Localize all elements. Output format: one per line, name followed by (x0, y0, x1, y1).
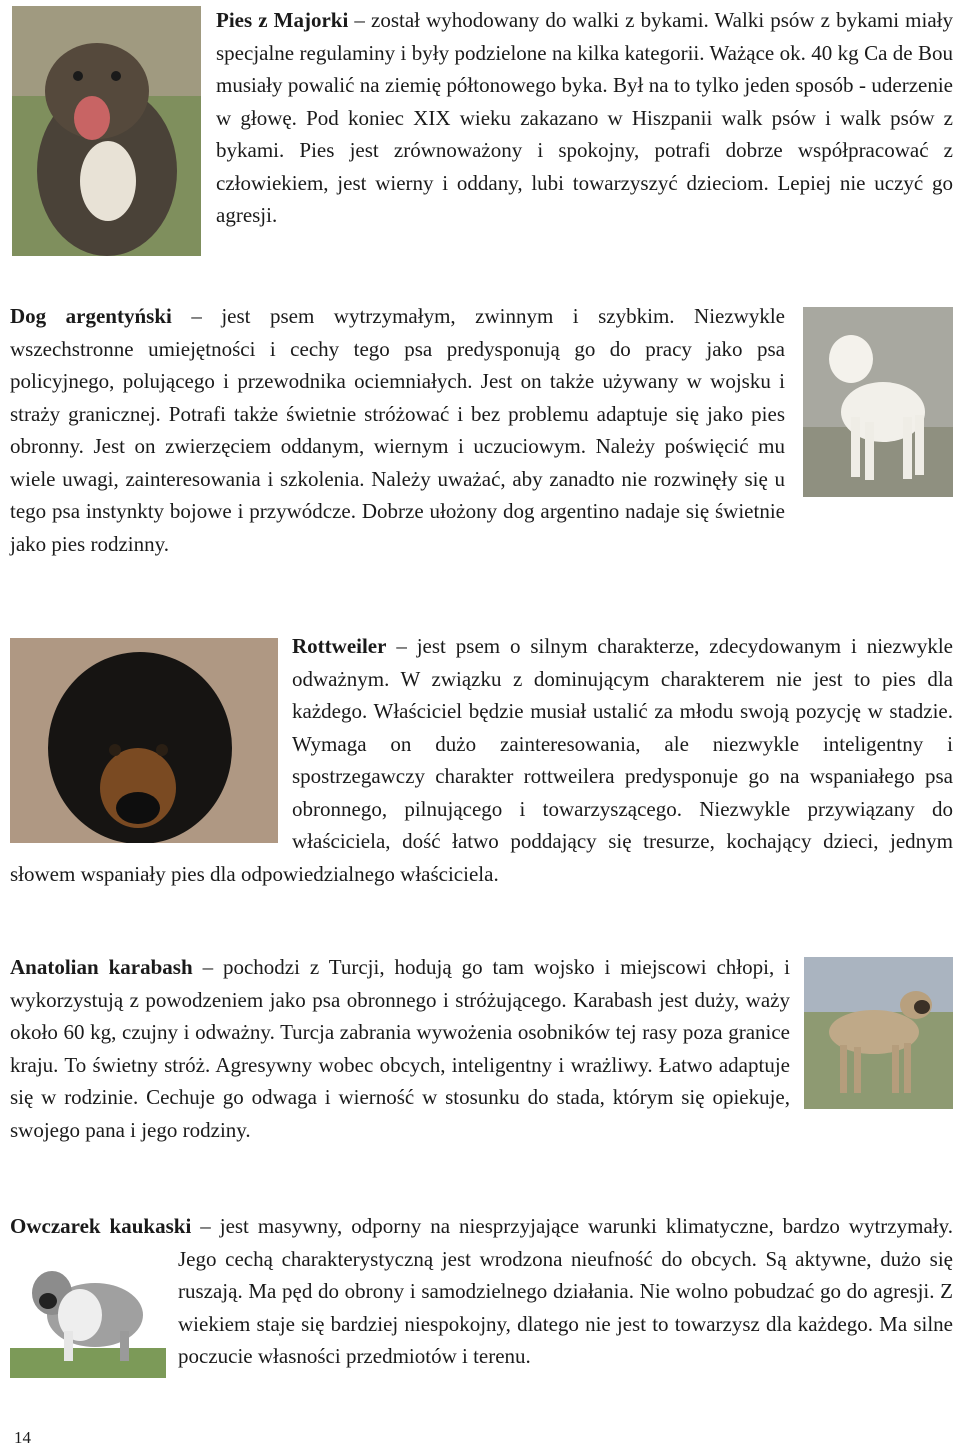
dog-photo-rottweiler (10, 638, 278, 843)
breed-name: Rottweiler (292, 634, 387, 658)
breed-name: Owczarek kaukaski (10, 1214, 192, 1238)
paragraph-caucasian-shepherd (10, 1210, 953, 1373)
paragraph-anatolian-karabash (10, 951, 953, 1146)
page-number: 14 (14, 1428, 31, 1447)
breed-description: – pochodzi z Turcji, hodują go tam wojsko i miejscowi chłopi, i wykorzystują z powodzeniem jako psa obronnego i stróżującego. Karabash jest duży, waży około 60 kg, czujny i odważny. Turcja zabrania wywożenia osobników tej rasy poza granice kraju. To świetny stróż. Agresywny wobec obcych, inteligentny i wrażliwy. Łatwo adaptuje się w rodzinie. Cechuje go odwaga i wierność w stosunku do stada, którym się opiekuje, swojego pana i jego rodziny. (10, 955, 790, 1142)
dog-photo-dogo-argentino (803, 307, 953, 497)
paragraph-majorca (216, 4, 953, 232)
breed-name: Anatolian karabash (10, 955, 193, 979)
dog-photo-majorca (12, 6, 201, 256)
breed-description: – jest psem o silnym charakterze, zdecydowanym i niezwykle odważnym. W związku z dominującym charakterem nie jest to pies dla każdego. Właściciel będzie musiał ustalić za młodu swoją pozycję w stadzie. Wymaga on dużo zainteresowania, ale niezwykle inteligentny i spostrzegawczy charakter rottweilera predysponuje go na wspaniałego psa obronnego, pilnującego i towarzyszącego. Niezwykle przywiązany do właściciela, dość łatwo poddający się tresurze, kochający dzieci, jednym słowem wspaniały pies dla odpowiedzialnego właściciela. (10, 634, 953, 886)
breed-name: Dog argentyński (10, 304, 172, 328)
breed-description: – jest masywny, odporny na niesprzyjające warunki klimatyczne, bardzo wytrzymały. Jego cechą charakterystyczną jest wrodzona nieufność do obcych. Są aktywne, dużo się ruszają. Ma pęd do obrony i samodzielnego działania. Nie wolno pobudzać go do agresji. Z wiekiem staje się bardziej niespokojny, dlatego nie jest to towarzysz dla każdego. Ma silne poczucie własności przedmiotów i terenu. (178, 1214, 953, 1368)
dog-photo-anatolian-karabash (804, 957, 953, 1109)
breed-description: – jest psem wytrzymałym, zwinnym i szybkim. Niezwykle wszechstronne umiejętności i cechy tego psa predysponują go do pracy jako psa policyjnego, polującego i przewodnika ociemniałych. Jest on także używany w wojsku i straży granicznej. Potrafi także świetnie stróżować i bez problemu adaptuje się jako pies obronny. Jest on zwierzęciem oddanym, wiernym i uczuciowym. Należy poświęcić mu wiele uwagi, zainteresowania i szkolenia. Należy uważać, aby zanadto nie rozwinęły się u tego psa instynkty bojowe i przywódcze. Dobrze ułożony dog argentino nadaje się świetnie jako pies rodzinny. (10, 304, 785, 556)
paragraph-rottweiler (10, 630, 953, 890)
breed-name: Pies z Majorki (216, 8, 349, 32)
breed-description: – został wyhodowany do walki z bykami. Walki psów z bykami miały specjalne regulaminy i były podzielone na kilka kategorii. Ważące ok. 40 kg Ca de Bou musiały powalić na ziemię półtonowego byka. Był na to tylko jeden sposób - uderzenie w głowę. Pod koniec XIX wieku zakazano w Hiszpanii walk psów i walk psów z bykami. Pies jest zrównoważony i spokojny, potrafi dobrze współpracować z człowiekiem, jest wierny i oddany, lubi towarzyszyć dzieciom. Lepiej nie uczyć go agresji. (216, 8, 953, 227)
paragraph-dogo-argentino (10, 300, 785, 560)
